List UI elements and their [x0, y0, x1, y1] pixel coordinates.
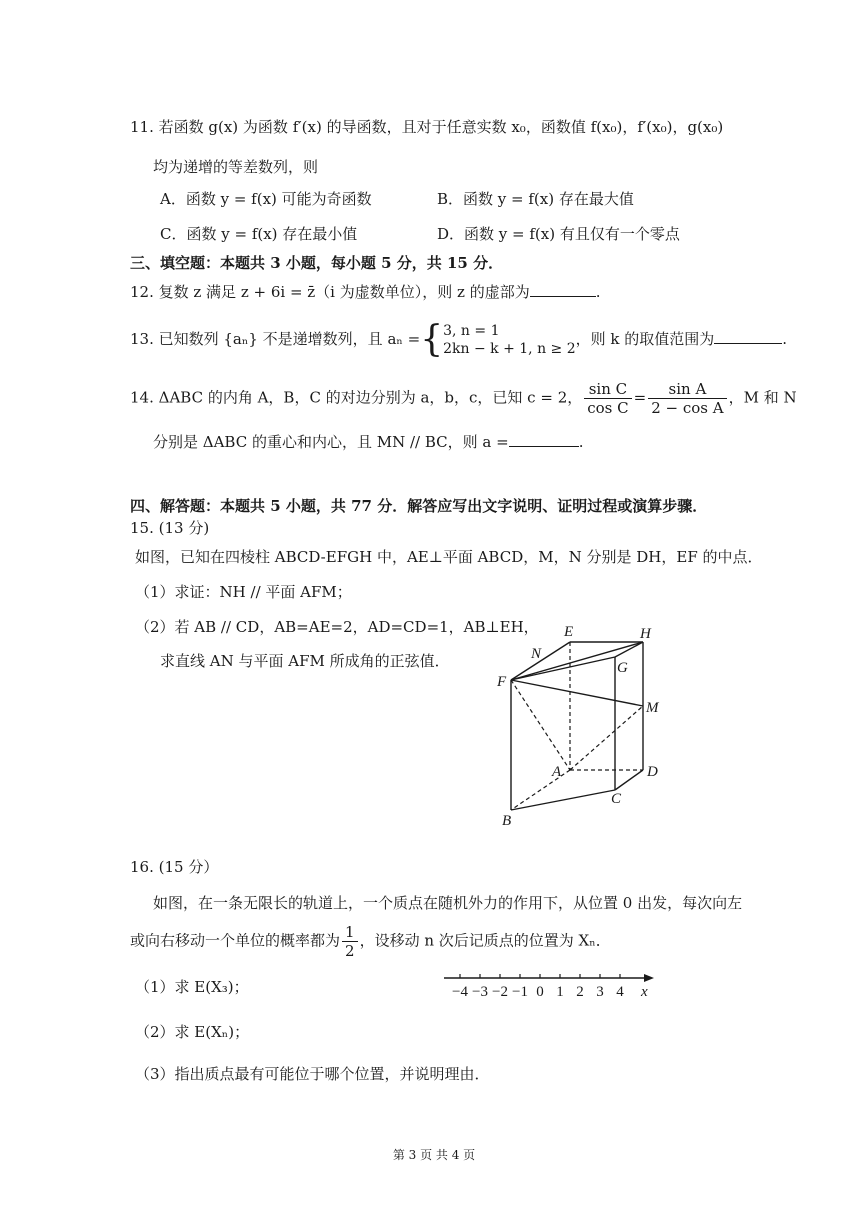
q11-line2: 均为递增的等差数列，则 — [153, 158, 319, 176]
q14-line1 — [130, 380, 797, 417]
tick-label: −1 — [512, 984, 528, 1000]
q16-intro2b: ，设移动 n 次后记质点的位置为 Xₙ． — [359, 931, 611, 950]
tick-label: −4 — [452, 984, 468, 1000]
q14-pre: 14. ΔABC 的内角 A，B，C 的对边分别为 a，b，c，已知 c = 2， — [130, 388, 583, 407]
label-A: A — [552, 764, 562, 780]
axis-arrow-icon — [644, 974, 654, 982]
q14-frac1 — [584, 380, 631, 417]
q13-answer-blank[interactable] — [714, 329, 782, 344]
q11-option-b: B．函数 y = f(x) 存在最大值 — [437, 190, 634, 208]
label-B: B — [502, 813, 512, 829]
q14-frac2-den: 2 − cos A — [651, 399, 724, 417]
q14-line2-text: 分别是 ΔABC 的重心和内心，且 MN // BC，则 a = — [153, 433, 509, 451]
q13-brace: { — [420, 319, 444, 360]
hidden-segment-FA — [511, 680, 570, 770]
q16-intro1: 如图，在一条无限长的轨道上，一个质点在随机外力的作用下，从位置 0 出发，每次向左 — [153, 894, 743, 912]
q13-pre: 13. 已知数列 {aₙ} 不是递增数列，且 aₙ = — [130, 330, 421, 348]
q12-line — [130, 282, 600, 302]
tick-label: 4 — [616, 984, 624, 1000]
q13-case2: 2kn − k + 1, n ≥ 2 — [443, 341, 576, 357]
label-N: N — [531, 646, 542, 662]
q16-frac-den: 2 — [345, 942, 355, 960]
q16-frac — [342, 923, 358, 960]
q13-post: ，则 k 的取值范围为 — [575, 330, 715, 348]
section4-title: 四、解答题：本题共 5 小题，共 77 分．解答应写出文字说明、证明过程或演算步骤． — [130, 497, 708, 515]
q14-frac1-den: cos C — [587, 399, 629, 417]
q16-intro2a: 或向右移动一个单位的概率都为 — [130, 931, 341, 950]
label-D: D — [647, 764, 658, 780]
tick-label: 3 — [596, 984, 604, 1000]
q16-part3: （3）指出质点最有可能位于哪个位置，并说明理由． — [135, 1065, 490, 1083]
hidden-segment-AM — [570, 706, 643, 770]
q15-part1: （1）求证：NH // 平面 AFM； — [135, 583, 352, 601]
axis-label-x: x — [641, 984, 648, 1000]
q16-frac-num: 1 — [342, 923, 358, 942]
q11-line1: 11. 若函数 g(x) 为函数 f′(x) 的导函数，且对于任意实数 x₀，函数值 f(x₀)，f′(x₀)，g(x₀) — [130, 118, 724, 136]
q12-text: 12. 复数 z 满足 z + 6i = z̄（i 为虚数单位），则 z 的虚部为 — [130, 283, 530, 301]
q15-part2b: 求直线 AN 与平面 AFM 所成角的正弦值． — [160, 652, 450, 670]
edge-CD — [615, 770, 643, 790]
q14-line2 — [153, 432, 583, 452]
q11-option-c: C．函数 y = f(x) 存在最小值 — [160, 225, 358, 243]
tick-label: −3 — [472, 984, 488, 1000]
q16-header: 16. (15 分） — [130, 858, 219, 876]
q14-eq: = — [633, 388, 647, 407]
q13-case1: 3, n = 1 — [443, 323, 500, 339]
label-F: F — [497, 674, 507, 690]
label-E: E — [564, 624, 574, 640]
segment-FM — [511, 680, 643, 706]
q16-intro2 — [130, 923, 611, 960]
q14-frac2 — [648, 380, 726, 417]
label-H: H — [640, 626, 651, 642]
q13-line — [130, 319, 788, 360]
edge-GF — [511, 657, 615, 680]
section3-title: 三、填空题：本题共 3 小题，每小题 5 分，共 15 分． — [130, 254, 504, 272]
q13-end: . — [782, 330, 788, 348]
q16-part2: （2）求 E(Xₙ)； — [135, 1023, 250, 1041]
q15-header: 15. (13 分) — [130, 519, 210, 537]
q15-part2: （2）若 AB // CD，AB=AE=2，AD=CD=1，AB⊥EH， — [135, 618, 539, 636]
tick-label: −2 — [492, 984, 508, 1000]
tick-label: 0 — [536, 984, 544, 1000]
q14-post: ，M 和 N — [728, 388, 797, 407]
number-line — [440, 966, 660, 1002]
q11-option-a: A．函数 y = f(x) 可能为奇函数 — [160, 190, 372, 208]
prism-figure — [490, 620, 690, 835]
q14-answer-blank[interactable] — [509, 432, 579, 447]
page-footer: 第 3 页 共 4 页 — [392, 1148, 476, 1162]
q12-end: . — [595, 283, 601, 301]
q13-cases — [443, 322, 576, 358]
q14-frac2-num: sin A — [648, 380, 726, 399]
label-G: G — [617, 660, 628, 676]
q14-frac1-num: sin C — [584, 380, 631, 399]
q14-end: . — [578, 433, 584, 451]
label-C: C — [611, 791, 622, 807]
q11-option-d: D．函数 y = f(x) 有且仅有一个零点 — [437, 225, 680, 243]
q12-answer-blank[interactable] — [530, 282, 596, 297]
q15-intro: 如图，已知在四棱柱 ABCD-EFGH 中，AE⊥平面 ABCD，M，N 分别是 DH，EF 的中点． — [135, 548, 763, 566]
q16-part1: （1）求 E(X₃)； — [135, 978, 249, 996]
tick-label: 2 — [576, 984, 584, 1000]
tick-label: 1 — [556, 984, 564, 1000]
label-M: M — [646, 700, 659, 716]
